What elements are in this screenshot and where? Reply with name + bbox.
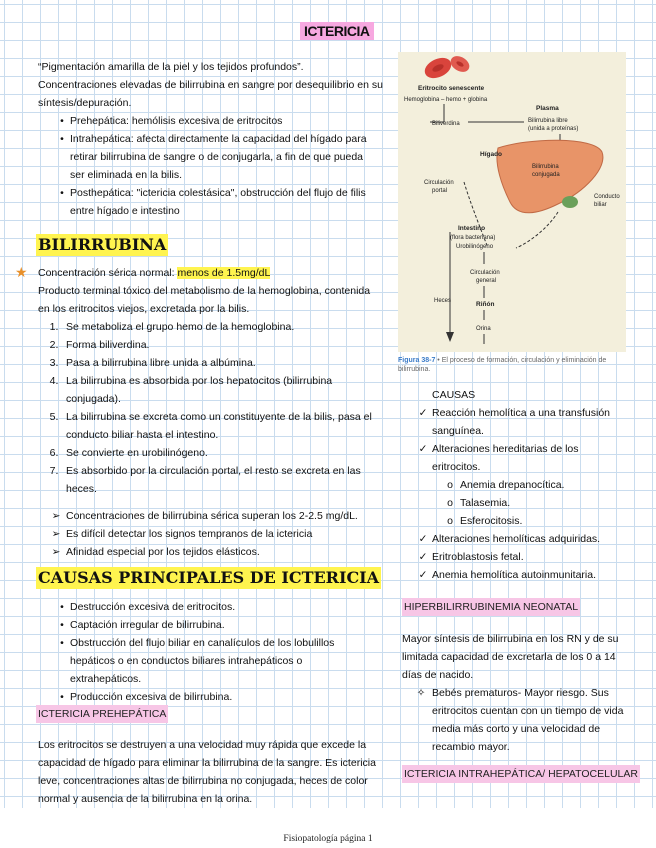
neonatal-note-item-text: media más corto y una velocidad de — [432, 723, 601, 735]
step-text: La bilirrubina es absorbida por los hepatocitos (bilirrubina — [66, 375, 333, 387]
step-text: heces. — [66, 483, 97, 495]
cause-right-item — [414, 440, 644, 458]
cause-right-item — [414, 566, 644, 584]
step-text: Pasa a bilirrubina libre unida a albúmina. — [66, 357, 256, 369]
note-item-marker: ➢ — [51, 510, 61, 522]
cause-sub-text: Talasemia. — [460, 497, 511, 509]
figure-caption — [398, 356, 626, 374]
neonatal-note-item-marker: ✧ — [416, 687, 426, 699]
cause-right-item-marker: ✓ — [418, 533, 428, 545]
type-item — [54, 130, 374, 148]
cause-item-text: Captación irregular de bilirrubina. — [70, 619, 225, 631]
normal-value: menos de 1.5mg/dL — [177, 267, 271, 279]
step-item — [46, 390, 376, 408]
bilirrubina-steps-list — [46, 318, 376, 498]
cause-item — [54, 598, 374, 616]
footer-page-label: Fisiopatología página 1 — [283, 834, 373, 844]
neonatal-line: días de nacido. — [402, 669, 474, 681]
cause-right-item-text: sanguínea. — [432, 425, 484, 437]
step-text: Se metaboliza el grupo hemo de la hemoglobina. — [66, 321, 295, 333]
cause-sub-item — [414, 512, 644, 530]
bilirrubina-desc: Producto terminal tóxico del metabolismo de la hemoglobina, contenida — [38, 285, 371, 297]
type-item-text: Prehepática: hemólisis excesiva de eritrocitos — [70, 115, 283, 127]
fig-label: Hemoglobina – hemo + globina — [404, 97, 488, 103]
cause-sub-marker: o — [447, 497, 453, 509]
intro-quote: “Pigmentación amarilla de la piel y los tejidos profundos”. — [38, 61, 304, 73]
neonatal-note-item-text: Bebés prematuros- Mayor riesgo. Sus — [432, 687, 609, 699]
cause-item — [54, 634, 374, 652]
fig-label: (unida a proteínas) — [528, 126, 579, 132]
cause-item — [54, 616, 374, 634]
note-item-marker: ➢ — [51, 546, 61, 558]
note-item — [46, 543, 376, 561]
type-item — [54, 112, 374, 130]
fig-label: Bilirrubina libre — [528, 118, 568, 124]
step-item — [46, 462, 376, 480]
note-item-text: Es difícil detectar los signos tempranos de la ictericia — [66, 528, 313, 540]
star-icon: ★ — [15, 264, 28, 280]
cause-right-item-marker: ✓ — [418, 407, 428, 419]
cause-right-item-text: Alteraciones hereditarias de los — [432, 443, 579, 455]
step-number: 6. — [49, 447, 59, 459]
step-item — [46, 318, 376, 336]
type-item — [54, 166, 374, 184]
step-number: 7. — [49, 465, 59, 477]
figure-number: Figura 38-7 — [398, 357, 436, 364]
cause-right-item-marker: ✓ — [418, 569, 428, 581]
causas-heading: CAUSAS — [432, 389, 476, 401]
type-item — [54, 148, 374, 166]
cause-item-text: Producción excesiva de bilirrubina. — [70, 691, 233, 703]
type-item-text: Intrahepática: afecta directamente la capacidad del hígado para — [70, 133, 367, 145]
step-item — [46, 372, 376, 390]
jaundice-types-list — [54, 112, 374, 220]
cause-right-item-text: eritrocitos. — [432, 461, 481, 473]
note-item-text: Afinidad especial por los tejidos elásticos. — [66, 546, 260, 558]
prehepatica-text — [38, 736, 378, 808]
type-item — [54, 184, 374, 202]
fig-label: Plasma — [536, 105, 559, 112]
neonatal-note-item — [410, 720, 642, 738]
bilirrubina-notes-list — [46, 507, 376, 561]
fig-label: conjugada — [532, 172, 560, 178]
neonatal-note-item — [410, 684, 642, 702]
cause-sub-text: Anemia drepanocítica. — [460, 479, 565, 491]
cause-right-item-text: Anemia hemolítica autoinmunitaria. — [432, 569, 597, 581]
fig-label: portal — [432, 188, 448, 194]
cause-sub-item — [414, 476, 644, 494]
step-text: Forma biliverdina. — [66, 339, 150, 351]
neonatal-note-item-text: eritrocitos cuentan con un tiempo de vida — [432, 705, 624, 717]
cause-item-marker: • — [60, 691, 64, 703]
step-text: Se convierte en urobilinógeno. — [66, 447, 208, 459]
type-item-text: Posthepática: "ictericia colestásica", obstrucción del flujo de filis — [70, 187, 366, 199]
step-item — [46, 480, 376, 498]
step-item — [46, 426, 376, 444]
cause-right-item-text: Alteraciones hemolíticas adquiridas. — [432, 533, 601, 545]
fig-label: Urobilinógeno — [456, 244, 494, 250]
section-heading-prehepatica: ICTERICIA PREHEPÁTICA — [36, 705, 168, 723]
section-heading-causas-principales: CAUSAS PRINCIPALES DE ICTERICIA — [38, 568, 380, 587]
cause-right-item — [414, 422, 644, 440]
cause-right-item — [414, 530, 644, 548]
section-heading-neonatal: HIPERBILIRRUBINEMIA NEONATAL — [402, 598, 580, 616]
cause-item-text: Obstrucción del flujo biliar en canalículos de los lobulillos — [70, 637, 335, 649]
neonatal-line: Mayor síntesis de bilirrubina en los RN y de su — [402, 633, 619, 645]
gallbladder-icon — [562, 196, 578, 208]
prehepatica-line: leve, concentraciones altas de bilirrubina no conjugada, heces de color — [38, 775, 368, 787]
intro-line: Concentraciones elevadas de bilirrubina en sangre por desequilibrio en su — [38, 79, 383, 91]
step-text: Es absorbido por la circulación portal, el resto se excreta en las — [66, 465, 361, 477]
step-text: La bilirrubina se excreta como un constituyente de la bilis, pasa el — [66, 411, 372, 423]
cause-right-item-text: Reacción hemolítica a una transfusión — [432, 407, 611, 419]
note-item — [46, 507, 376, 525]
cause-item-marker: • — [60, 637, 64, 649]
fig-label: Biliverdina — [432, 121, 460, 127]
fig-label: Conducto — [594, 194, 620, 200]
section-heading-bilirrubina: BILIRRUBINA — [38, 235, 167, 254]
prehepatica-line: Los eritrocitos se destruyen a una velocidad muy rápida que excede la — [38, 739, 367, 751]
neonatal-note-item — [410, 702, 642, 720]
fig-label: general — [476, 278, 497, 284]
type-item-text: ser eliminada en la bilis. — [70, 169, 183, 181]
causas-list — [54, 598, 374, 706]
note-item-marker: ➢ — [51, 528, 61, 540]
figure-caption-text: • El proceso de formación, circulación y eliminación de bilirrubina. — [398, 357, 607, 373]
prehepatica-line: normal y ausencia de la bilirrubina en la orina. — [38, 793, 253, 805]
neonatal-note-item-text: recambio mayor. — [432, 741, 510, 753]
cause-right-item-marker: ✓ — [418, 551, 428, 563]
cause-sub-marker: o — [447, 515, 453, 527]
step-item — [46, 336, 376, 354]
fig-label: Hígado — [480, 151, 503, 158]
cause-right-item — [414, 458, 644, 476]
section-heading-intrahepatica: ICTERICIA INTRAHEPÁTICA/ HEPATOCELULAR — [402, 765, 640, 783]
step-item — [46, 444, 376, 462]
neonatal-text — [402, 630, 642, 684]
fig-label: (flora bacteriana) — [450, 235, 496, 241]
cause-item — [54, 688, 374, 706]
cause-right-item — [414, 404, 644, 422]
cause-right-item-marker: ✓ — [418, 443, 428, 455]
type-item-marker: • — [60, 115, 64, 127]
step-text: conjugada). — [66, 393, 121, 405]
type-item-text: retirar bilirrubina de sangre o de conjugarla, a fin de que pueda — [70, 151, 364, 163]
fig-label: biliar — [594, 202, 607, 208]
page-title: ICTERICIA — [300, 22, 374, 40]
fig-label: Eritrocito senescente — [418, 85, 485, 92]
cause-right-item — [414, 548, 644, 566]
cause-sub-item — [414, 494, 644, 512]
cause-item-text: Destrucción excesiva de eritrocitos. — [70, 601, 236, 613]
step-item — [46, 408, 376, 426]
bilirubin-cycle-figure — [398, 52, 626, 352]
fig-label: Orina — [476, 326, 491, 332]
type-item — [54, 202, 374, 220]
neonatal-line: limitada capacidad de excretarla de los 0 a 14 — [402, 651, 616, 663]
step-number: 5. — [49, 411, 59, 423]
intro-line: síntesis/depuración. — [38, 97, 132, 109]
step-number: 1. — [49, 321, 59, 333]
step-number: 2. — [49, 339, 59, 351]
bilirrubina-desc: en los eritrocitos viejos, excretada por la bilis. — [38, 303, 250, 315]
cause-item-text: hepáticos o en conductos biliares intrahepáticos o extrahepáticos. — [70, 655, 303, 685]
erythrocyte-icon — [422, 53, 473, 82]
fig-label: Riñón — [476, 301, 495, 308]
fig-label: Circulación — [470, 270, 500, 276]
fig-label: Bilirrubina — [532, 164, 559, 170]
note-item — [46, 525, 376, 543]
type-item-marker: • — [60, 187, 64, 199]
cause-item-marker: • — [60, 619, 64, 631]
neonatal-note-item — [410, 738, 642, 756]
step-item — [46, 354, 376, 372]
neonatal-note — [410, 684, 642, 756]
step-number: 3. — [49, 357, 59, 369]
fig-label: Circulación — [424, 180, 454, 186]
normal-label: Concentración sérica normal: — [38, 267, 178, 279]
fig-label: Heces — [434, 298, 452, 304]
cause-sub-marker: o — [447, 479, 453, 491]
fig-label: Intestino — [458, 225, 486, 232]
normal-concentration — [38, 264, 270, 282]
causas-right-list — [414, 404, 644, 584]
note-item-text: Concentraciones de bilirrubina sérica superan los 2-2.5 mg/dL. — [66, 510, 358, 522]
prehepatica-line: capacidad de hígado para eliminar la bilirrubina de la sangre. Es ictericia — [38, 757, 376, 769]
cause-item-marker: • — [60, 601, 64, 613]
step-number: 4. — [49, 375, 59, 387]
cause-sub-text: Esferocitosis. — [460, 515, 523, 527]
type-item-text: entre hígado e intestino — [70, 205, 180, 217]
type-item-marker: • — [60, 133, 64, 145]
cause-item — [54, 652, 374, 688]
step-text: conducto biliar hasta el intestino. — [66, 429, 219, 441]
cause-right-item-text: Eritroblastosis fetal. — [432, 551, 524, 563]
